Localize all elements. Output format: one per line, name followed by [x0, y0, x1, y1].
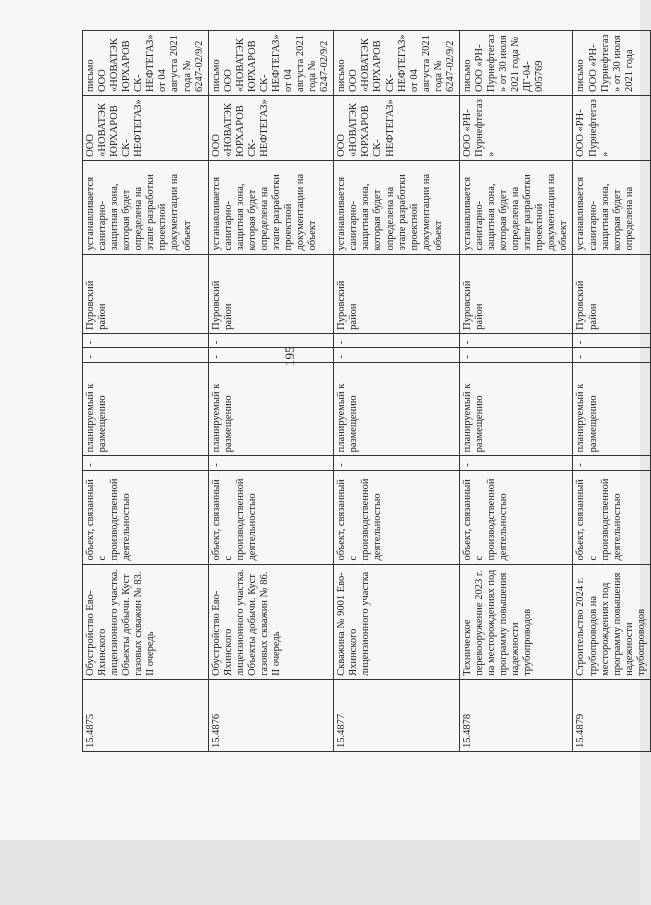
object-organization: ООО «РН-Пурнефтегаз» — [459, 95, 573, 160]
object-type: объект, связанный с производственной деятельностью — [573, 470, 650, 564]
cell-dash: - — [83, 348, 209, 362]
cell-dash: - — [83, 333, 209, 347]
object-status: планируемый к размещению — [573, 362, 650, 456]
object-zone: устанавливается санитарно-защитная зона, которая будет определена на этапе разработки проектной документации на объект — [334, 160, 460, 254]
object-name: Обустройство Ево-Яхинского лицензионного участка. Объекты добычи. Куст газовых скважин № 83. II очередь — [83, 564, 209, 679]
cell-dash: - — [334, 333, 460, 347]
object-type: объект, связанный с производственной деятельностью — [459, 470, 573, 564]
cell-dash: - — [208, 456, 334, 470]
object-type: объект, связанный с производственной деятельностью — [208, 470, 334, 564]
object-zone: устанавливается санитарно-защитная зона, которая будет определена на этапе разработки проектной документации на объект — [208, 160, 334, 254]
object-basis: письмо ООО «РН-Пурнефтегаз» от 30 июля 2021 года № ДГ-04-005769 — [459, 31, 573, 96]
object-zone: устанавливается санитарно-защитная зона, которая будет определена на — [573, 160, 650, 254]
object-basis: письмо ООО «НОВАТЭК ЮРХАРОВСК-НЕФТЕГАЗ» от 04 августа 2021 года № 6247-02/9/2 — [208, 31, 334, 96]
cell-dash: - — [208, 333, 334, 347]
object-status: планируемый к размещению — [459, 362, 573, 456]
object-zone: устанавливается санитарно-защитная зона, которая будет определена на этапе разработки проектной документации на объект — [459, 160, 573, 254]
page-number: 195 — [282, 346, 297, 366]
table-row — [334, 31, 460, 752]
object-basis: письмо ООО «НОВАТЭК ЮРХАРОВСК-НЕФТЕГАЗ» от 04 августа 2021 года № 6247-02/9/2 — [83, 31, 209, 96]
cell-dash: - — [83, 456, 209, 470]
objects-table — [82, 30, 651, 752]
cell-dash: - — [459, 456, 573, 470]
cell-dash: - — [208, 348, 334, 362]
cell-dash: - — [459, 348, 573, 362]
object-status: планируемый к размещению — [334, 362, 460, 456]
cell-dash: - — [334, 456, 460, 470]
row-id: 15.4876 — [208, 679, 334, 751]
object-organization: ООО «НОВАТЭК ЮРХАРОВСК-НЕФТЕГАЗ» — [334, 95, 460, 160]
object-location: Пуровский район — [208, 254, 334, 333]
object-type: объект, связанный с производственной деятельностью — [334, 470, 460, 564]
table-row — [83, 31, 209, 752]
object-name: Обустройство Ево-Яхинского лицензионного участка. Объекты добычи. Куст газовых скважин № 86. II очередь — [208, 564, 334, 679]
object-type: объект, связанный с производственной деятельностью — [83, 470, 209, 564]
object-location: Пуровский район — [459, 254, 573, 333]
table-row — [459, 31, 573, 752]
cell-dash: - — [459, 333, 573, 347]
object-location: Пуровский район — [334, 254, 460, 333]
table-row — [573, 31, 650, 752]
rotated-table-block — [82, 30, 647, 752]
row-id: 15.4879 — [573, 679, 650, 751]
object-location: Пуровский район — [83, 254, 209, 333]
cell-dash: - — [573, 333, 650, 347]
scan-background — [0, 840, 640, 905]
object-name: Строительство 2024 г. трубопроводов на месторождениях под программу повышения надежности трубопроводов — [573, 564, 650, 679]
object-name: Скважина № 9001 Ево-Яхинского лицензионного участка — [334, 564, 460, 679]
table-row — [208, 31, 334, 752]
object-organization: ООО «НОВАТЭК ЮРХАРОВСК-НЕФТЕГАЗ» — [208, 95, 334, 160]
row-id: 15.4878 — [459, 679, 573, 751]
object-status: планируемый к размещению — [208, 362, 334, 456]
object-organization: ООО «РН-Пурнефтегаз» — [573, 95, 650, 160]
object-zone: устанавливается санитарно-защитная зона, которая будет определена на этапе разработки проектной документации на объект — [83, 160, 209, 254]
object-location: Пуровский район — [573, 254, 650, 333]
cell-dash: - — [573, 456, 650, 470]
row-id: 15.4875 — [83, 679, 209, 751]
cell-dash: - — [334, 348, 460, 362]
row-id: 15.4877 — [334, 679, 460, 751]
object-organization: ООО «НОВАТЭК ЮРХАРОВСК-НЕФТЕГАЗ» — [83, 95, 209, 160]
object-basis: письмо ООО «РН-Пурнефтегаз» от 30 июля 2021 года — [573, 31, 650, 96]
object-basis: письмо ООО «НОВАТЭК ЮРХАРОВСК-НЕФТЕГАЗ» от 04 августа 2021 года № 6247-02/9/2 — [334, 31, 460, 96]
object-status: планируемый к размещению — [83, 362, 209, 456]
object-name: Техническое перевооружение 2023 г. на месторождениях под программу повышения надежности трубопроводов — [459, 564, 573, 679]
cell-dash: - — [573, 348, 650, 362]
